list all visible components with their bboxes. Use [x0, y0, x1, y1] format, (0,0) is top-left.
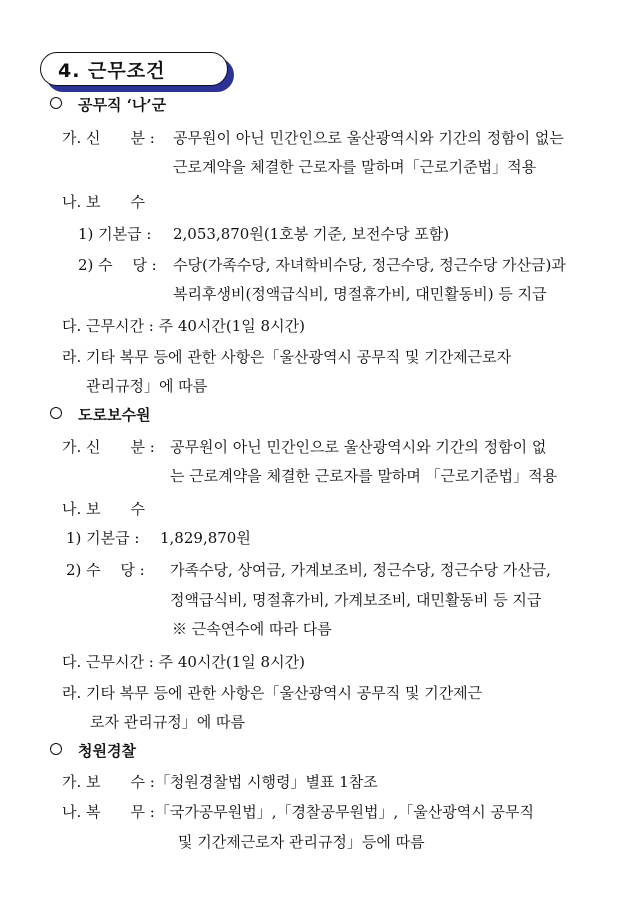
s2-a-line2: 는 근로계약을 체결한 근로자를 말하며 「근로기준법」적용: [170, 467, 558, 485]
s1-b1-label: 1) 기본급 :: [78, 225, 152, 243]
s2-d-line2: 로자 관리규정」에 따름: [90, 713, 245, 731]
s2-b1-value: 1,829,870원: [160, 529, 251, 547]
s1-a-line2: 근로계약을 체결한 근로자를 말하며「근로기준법」적용: [173, 158, 537, 176]
s3-b-line2: 및 기간제근로자 관리규정」등에 따름: [178, 833, 425, 851]
s2-a-line1: 공무원이 아닌 민간인으로 울산광역시와 기간의 정함이 없: [170, 438, 547, 456]
s3-a-line: 가. 보 수 :「청원경찰법 시행령」별표 1참조: [62, 773, 378, 791]
s2-c-line: 다. 근무시간 : 주 40시간(1일 8시간): [62, 653, 305, 671]
section-3-title: 청원경찰: [50, 740, 136, 762]
s1-d-line2: 관리규정」에 따름: [86, 377, 208, 395]
section-1-title: 공무직 ‘나’군: [50, 94, 166, 116]
s1-c-line: 다. 근무시간 : 주 40시간(1일 8시간): [62, 317, 305, 335]
s1-d-line1: 라. 기타 복무 등에 관한 사항은「울산광역시 공무직 및 기간제근로자: [62, 348, 512, 366]
s1-a-line1: 공무원이 아닌 민간인으로 울산광역시와 기간의 정함이 없는: [173, 129, 564, 147]
s2-b2-label: 2) 수 당 :: [66, 561, 145, 579]
section-header: [40, 52, 230, 88]
circle-bullet-icon: [50, 97, 62, 109]
s1-b2-line2: 복리후생비(정액급식비, 명절휴가비, 대민활동비) 등 지급: [173, 285, 547, 303]
s1-b-label: 나. 보 수: [62, 193, 146, 211]
s2-b1-label: 1) 기본급 :: [66, 529, 140, 547]
circle-bullet-icon: [50, 407, 62, 419]
s2-b-label: 나. 보 수: [62, 500, 146, 518]
s2-a-label: 가. 신 분 :: [62, 438, 155, 456]
circle-bullet-icon: [50, 743, 62, 755]
header-title: 4. 근무조건: [58, 60, 166, 82]
s3-b-line1: 나. 복 무 :「국가공무원법」,「경찰공무원법」,「울산광역시 공무직: [62, 803, 534, 821]
s1-b1-value: 2,053,870원(1호봉 기준, 보전수당 포함): [173, 225, 450, 243]
s2-b2-line2: 정액급식비, 명절휴가비, 가계보조비, 대민활동비 등 지급: [170, 591, 542, 609]
s2-d-line1: 라. 기타 복무 등에 관한 사항은「울산광역시 공무직 및 기간제근: [62, 684, 483, 702]
s2-b2-line1: 가족수당, 상여금, 가계보조비, 정근수당, 정근수당 가산금,: [170, 561, 551, 579]
s1-a-label: 가. 신 분 :: [62, 129, 155, 147]
s1-b2-label: 2) 수 당 :: [78, 256, 157, 274]
section-2-title: 도로보수원: [50, 404, 150, 426]
s2-b2-note: ※ 근속연수에 따라 다름: [172, 620, 332, 638]
s1-b2-line1: 수당(가족수당, 자녀학비수당, 정근수당, 정근수당 가산금)과: [173, 256, 566, 274]
